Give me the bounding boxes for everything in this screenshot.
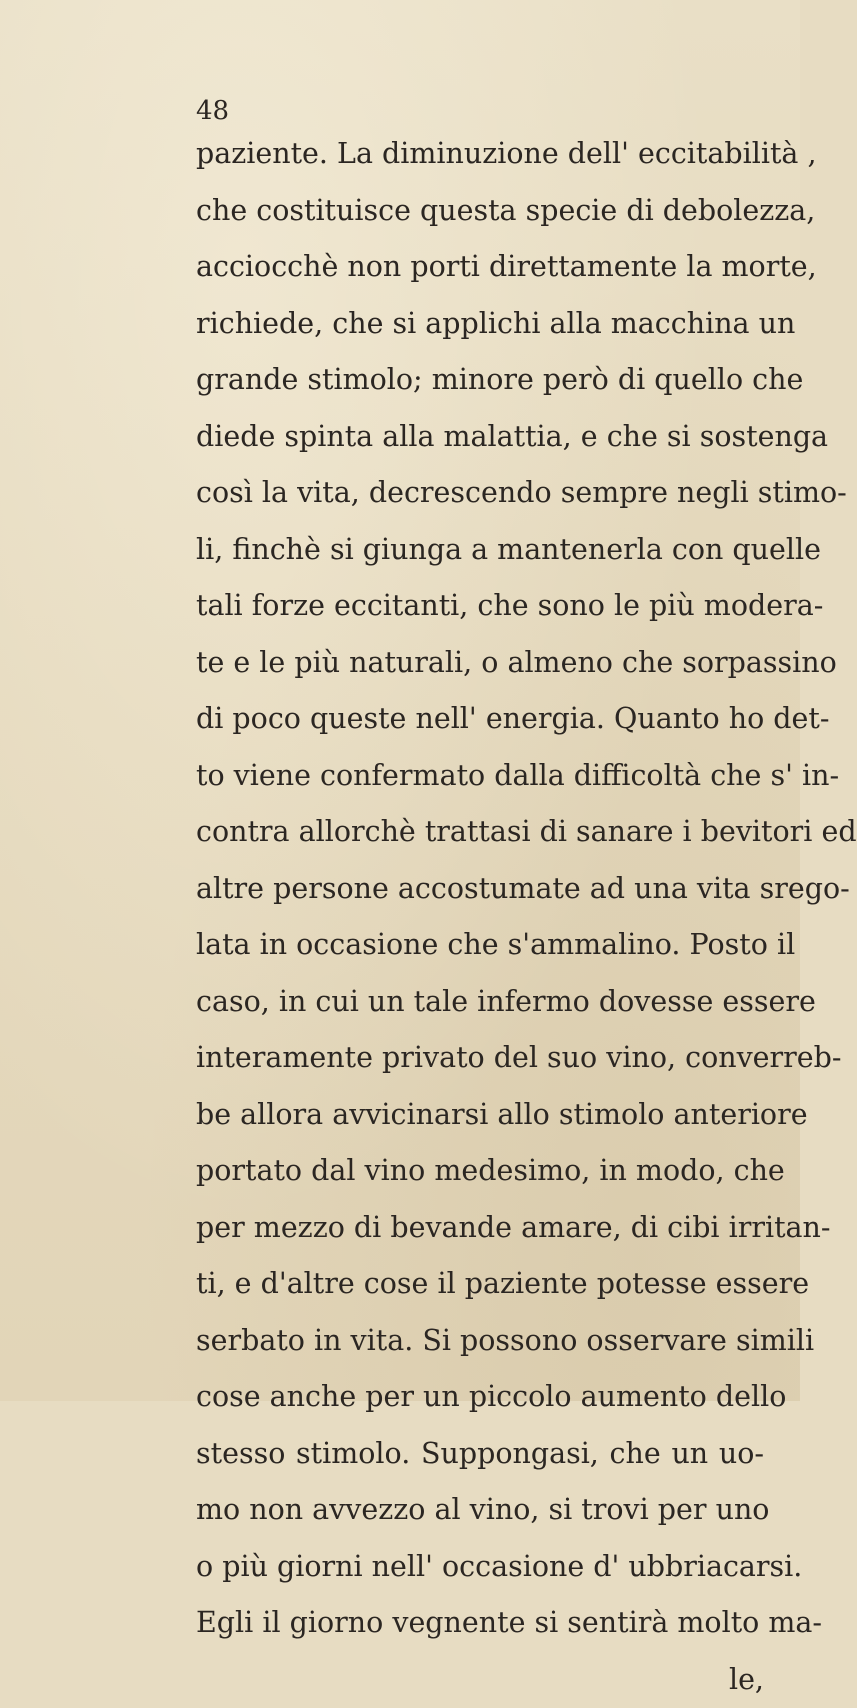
text-line: altre persone accostumate ad una vita srego- [196, 861, 764, 918]
text-line: mo non avvezzo al vino, si trovi per uno [196, 1482, 764, 1539]
text-line: to viene confermato dalla difficoltà che s' in- [196, 748, 764, 805]
text-line: contra allorchè trattasi di sanare i bevitori ed [196, 804, 764, 861]
text-line: lata in occasione che s'ammalino. Posto il [196, 917, 764, 974]
text-line: di poco queste nell' energia. Quanto ho det- [196, 691, 764, 748]
text-line: che costituisce questa specie di debolezza, [196, 183, 764, 240]
text-line-last: le, [196, 1652, 764, 1708]
text-line: caso, in cui un tale infermo dovesse essere [196, 974, 764, 1031]
text-line: acciocchè non porti direttamente la morte, [196, 239, 764, 296]
text-line: be allora avvicinarsi allo stimolo anteriore [196, 1087, 764, 1144]
text-line: paziente. La diminuzione dell' eccitabilità , [196, 126, 764, 183]
text-line: interamente privato del suo vino, converreb- [196, 1030, 764, 1087]
text-line: Egli il giorno vegnente si sentirà molto ma- [196, 1595, 764, 1652]
text-line: serbato in vita. Si possono osservare simili [196, 1313, 764, 1370]
body-text [196, 126, 764, 1708]
text-line: grande stimolo; minore però di quello che [196, 352, 764, 409]
text-line: per mezzo di bevande amare, di cibi irritan- [196, 1200, 764, 1257]
text-line: cose anche per un piccolo aumento dello [196, 1369, 764, 1426]
text-line: li, finchè si giunga a mantenerla con quelle [196, 522, 764, 579]
text-line: portato dal vino medesimo, in modo, che [196, 1143, 764, 1200]
text-line: così la vita, decrescendo sempre negli stimo- [196, 465, 764, 522]
text-line: diede spinta alla malattia, e che si sostenga [196, 409, 764, 466]
text-line: ti, e d'altre cose il paziente potesse essere [196, 1256, 764, 1313]
page-number: 48 [196, 96, 229, 126]
text-line: stesso stimolo. Suppongasi, che un uo- [196, 1426, 764, 1483]
text-line: te e le più naturali, o almeno che sorpassino [196, 635, 764, 692]
text-line: tali forze eccitanti, che sono le più modera- [196, 578, 764, 635]
text-line: richiede, che si applichi alla macchina un [196, 296, 764, 353]
text-line: o più giorni nell' occasione d' ubbriacarsi. [196, 1539, 764, 1596]
